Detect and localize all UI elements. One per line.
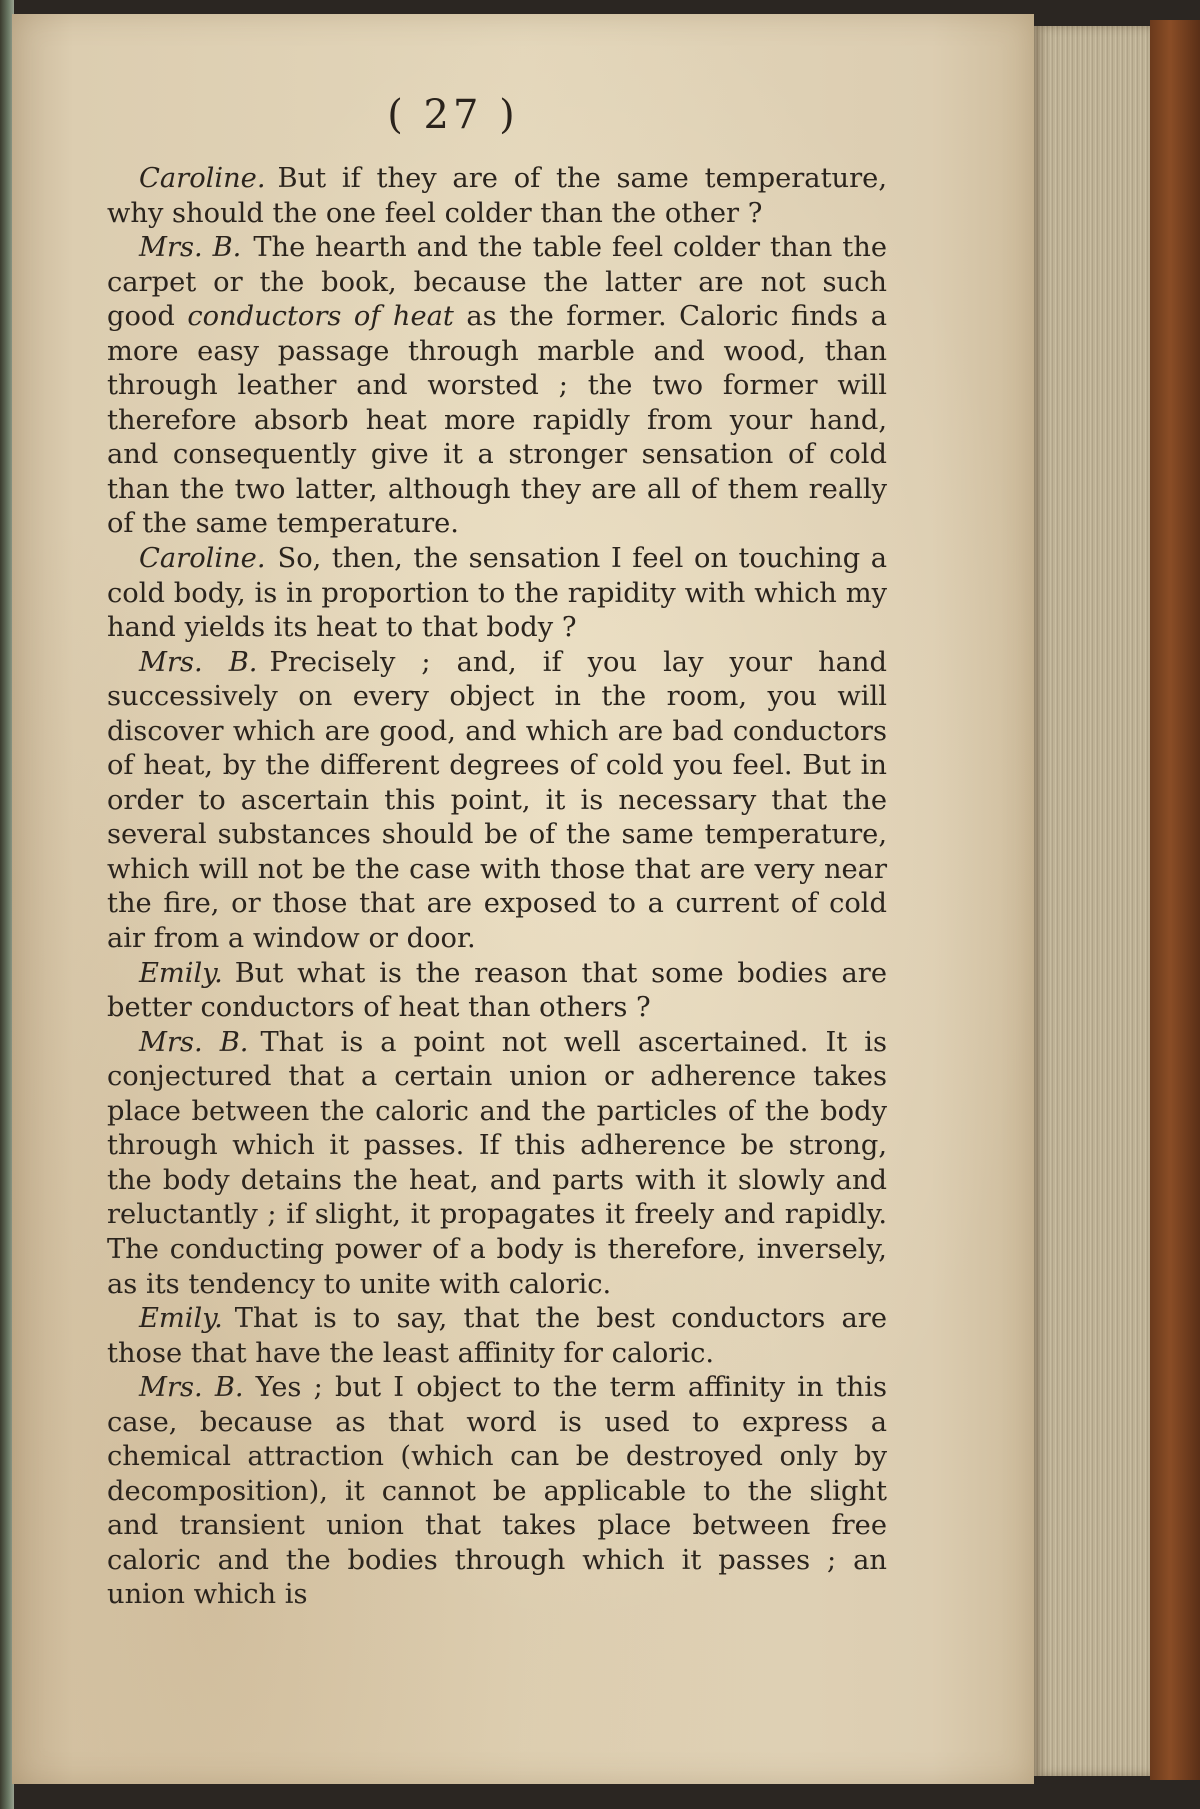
paragraph-1 xyxy=(107,162,887,231)
speaker-label: Mrs. B. xyxy=(139,646,258,678)
dialogue-text xyxy=(107,162,887,1613)
speaker-label: Caroline. xyxy=(139,163,266,194)
paragraph-text: The hearth and the table feel colder than the carpet or the book, because the latter are not such good xyxy=(107,232,887,333)
speaker-label: Mrs. B. xyxy=(139,232,242,264)
emphasized-term: conductors of heat xyxy=(187,301,454,333)
paragraph-text: Precisely ; and, if you lay your hand successively on every object in the room, you will discover which are good, and which are bad conductors of heat, by the different degrees of cold you feel. But in order to ascertain this point, it is necessary that the several substances should be of the same temperature, which will not be the case with those that are very near the fire, or those that are exposed to a current of cold air from a window or door. xyxy=(107,646,887,955)
paragraph-2 xyxy=(107,231,887,542)
paragraph-text: Yes ; but I object to the term affinity in this case, because as that word is used to express a chemical attraction (which can be destroyed only by decomposition), it cannot be applicable to the slight and transient union that takes place between free caloric and the bodies through which it passes ; an union which is xyxy=(107,1372,887,1611)
paragraph-text: So, then, the sensation I feel on touching a cold body, is in proportion to the rapidity with which my hand yields its heat to that body ? xyxy=(107,543,887,644)
book-binding xyxy=(1150,20,1200,1780)
paragraph-4 xyxy=(107,646,887,957)
book-fore-edge xyxy=(1034,26,1152,1776)
paragraph-text: That is to say, that the best conductors are those that have the least affinity for caloric. xyxy=(107,1303,887,1369)
paragraph-text: That is a point not well ascertained. It is conjectured that a certain union or adherence takes place between the caloric and the particles of the body through which it passes. If this adherence be strong, the body detains the heat, and parts with it slowly and reluctantly ; if slight, it propagates it freely and rapidly. The conducting power of a body is therefore, inversely, as its tendency to unite with caloric. xyxy=(107,1026,887,1300)
speaker-label: Emily. xyxy=(139,1303,223,1335)
paragraph-8 xyxy=(107,1371,887,1613)
paragraph-text: as the former. Caloric finds a more easy passage through marble and wood, than through leather and worsted ; the two former will therefore absorb heat more rapidly from your hand, and consequently give it a stronger sensation of cold than the two latter, although they are all of them really of the same temperature. xyxy=(107,301,888,540)
paragraph-text: But what is the reason that some bodies are better conductors of heat than others ? xyxy=(107,957,887,1024)
paragraph-7 xyxy=(107,1302,887,1371)
paragraph-text: But if they are of the same temperature, why should the one feel colder than the other ? xyxy=(107,163,887,229)
book-page xyxy=(12,14,1034,1784)
paragraph-6 xyxy=(107,1026,887,1302)
paragraph-5 xyxy=(107,957,887,1026)
speaker-label: Emily. xyxy=(139,957,223,989)
speaker-label: Caroline. xyxy=(139,543,266,575)
speaker-label: Mrs. B. xyxy=(139,1372,244,1404)
paragraph-3 xyxy=(107,542,887,646)
page-number: ( 27 ) xyxy=(387,92,519,138)
speaker-label: Mrs. B. xyxy=(139,1026,249,1058)
